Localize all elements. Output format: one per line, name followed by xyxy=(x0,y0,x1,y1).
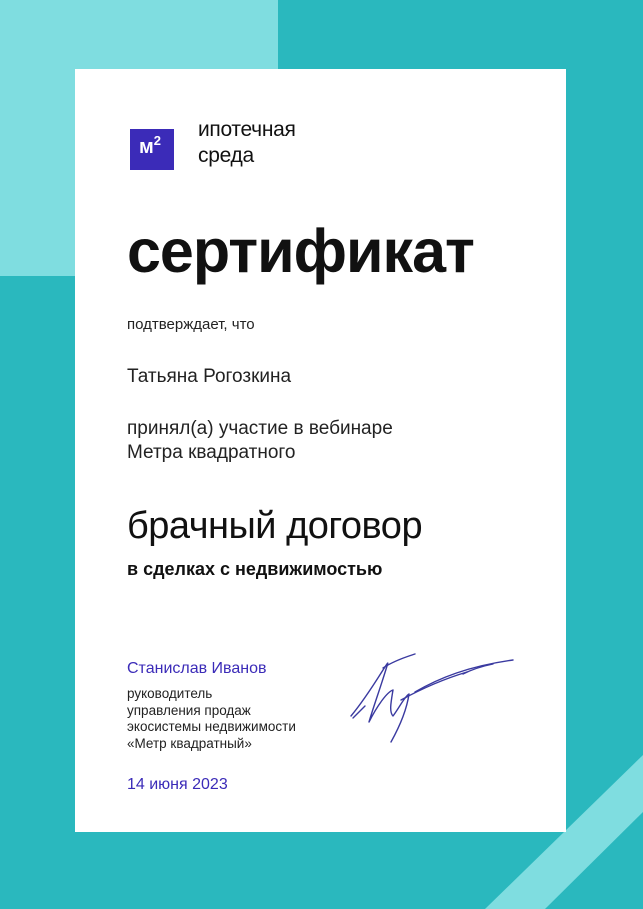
participation-line2: Метра квадратного xyxy=(127,442,296,463)
webinar-subtopic: в сделках с недвижимостью xyxy=(127,559,383,579)
logo-mark: $м^2$ xyxy=(139,133,162,158)
confirms-text: подтверждает, что xyxy=(127,316,255,333)
signer-role-line2: управления продаж xyxy=(127,702,251,718)
signer-role xyxy=(127,686,357,752)
signer-role-line4: «Метр квадратный» xyxy=(127,735,252,751)
logo-mark-box xyxy=(130,129,174,170)
certificate-card xyxy=(75,69,566,832)
participation-line1: принял(а) участие в вебинаре xyxy=(127,418,393,439)
participation-text xyxy=(127,417,527,465)
signer-name: Станислав Иванов xyxy=(127,660,267,677)
signer-role-line1: руководитель xyxy=(127,686,213,701)
webinar-topic: брачный договор xyxy=(127,505,423,547)
recipient-name: Татьяна Рогозкина xyxy=(127,366,292,387)
signer-role-line3: экосистемы недвижимости xyxy=(127,719,296,734)
logo-text-line1: ипотечная xyxy=(198,118,296,141)
handwritten-signature xyxy=(343,644,523,754)
logo-text xyxy=(198,117,338,169)
certificate-title: сертификат xyxy=(127,217,474,285)
logo-text-line2: среда xyxy=(198,144,254,167)
certificate-date: 14 июня 2023 xyxy=(127,776,228,793)
